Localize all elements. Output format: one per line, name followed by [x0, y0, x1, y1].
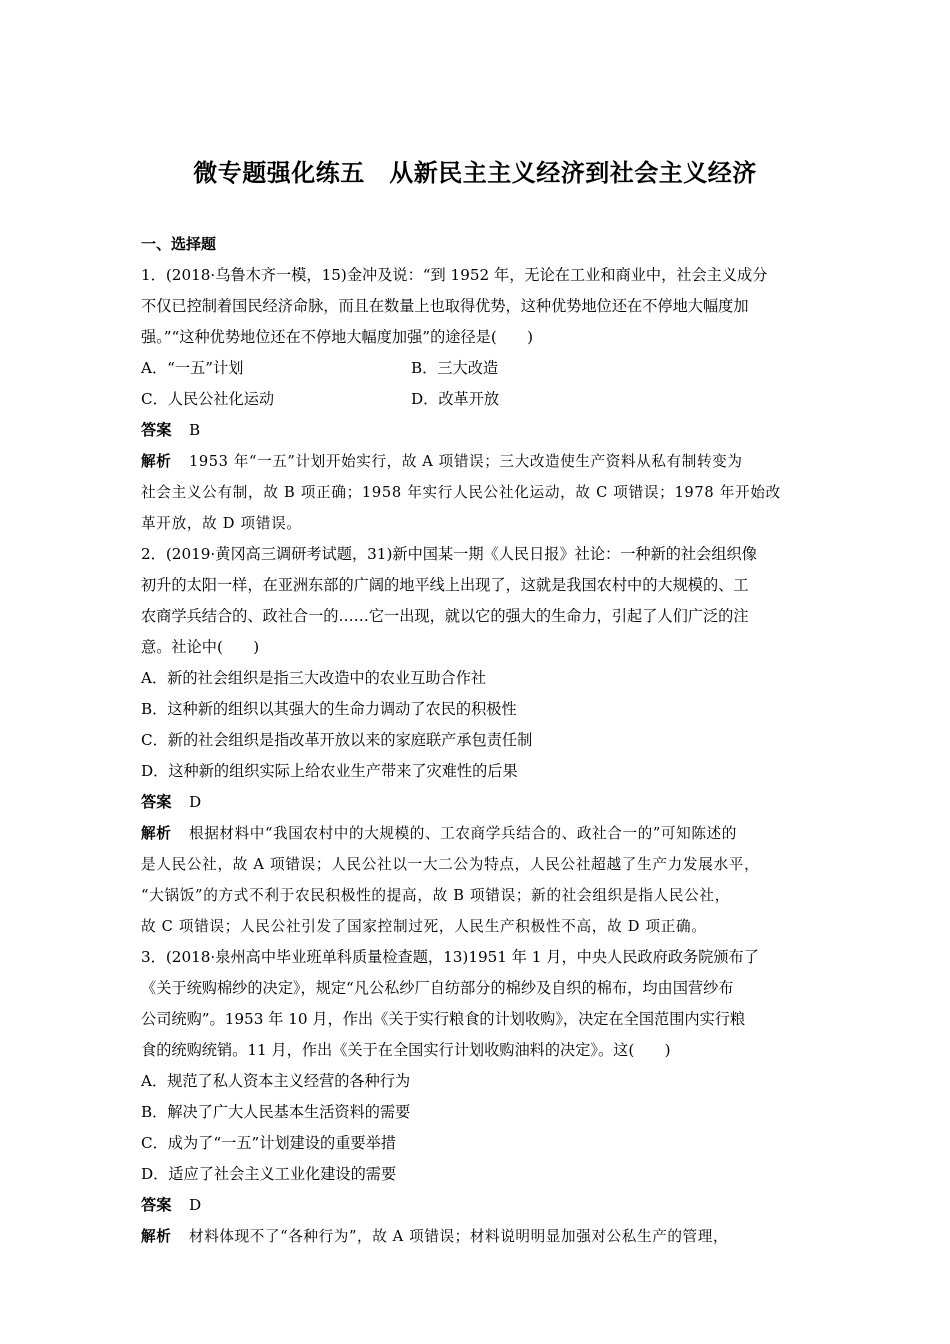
analysis-line: 革开放，故 D 项错误。: [141, 515, 302, 532]
answer-value: B: [189, 421, 201, 439]
option-c: C．成为了“一五”计划建设的重要举措: [141, 1134, 396, 1152]
option-row: [141, 353, 815, 384]
analysis-line: [141, 1221, 815, 1252]
analysis-line: 故 C 项错误；人民公社引发了国家控制过死，人民生产积极性不高，故 D 项正确。: [141, 918, 707, 935]
question-stem-line: 2．(2019·黄冈高三调研考试题，31)新中国某一期《人民日报》社论：一种新的社会组织像: [141, 545, 757, 563]
option-a: A．规范了私人资本主义经营的各种行为: [141, 1072, 411, 1090]
analysis-label: 解析: [141, 1228, 172, 1245]
page-title: 微专题强化练五 从新民主主义经济到社会主义经济: [193, 159, 757, 187]
option-a: A．“一五”计划: [141, 359, 244, 377]
question-1: [141, 260, 815, 539]
option-b: B．解决了广大人民基本生活资料的需要: [141, 1103, 411, 1121]
answer-line: [141, 415, 815, 446]
option-d: D．改革开放: [411, 390, 500, 408]
question-stem-line: 强。”“这种优势地位还在不停地大幅度加强”的途径是( ): [141, 328, 534, 346]
question-2: [141, 539, 815, 942]
question-stem-line: 3．(2018·泉州高中毕业班单科质量检查题，13)1951 年 1 月，中央人民政府政务院颁布了: [141, 948, 759, 966]
question-stem-line: 初升的太阳一样，在亚洲东部的广阔的地平线上出现了，这就是我国农村中的大规模的、工: [141, 576, 749, 594]
analysis-text: 根据材料中“我国农村中的大规模的、工农商学兵结合的、政社合一的”可知陈述的: [189, 825, 737, 842]
answer-label: 答案: [141, 1196, 172, 1214]
answer-value: D: [189, 1196, 202, 1214]
question-stem-line: 公司统购”。1953 年 10 月，作出《关于实行粮食的计划收购》，决定在全国范围内实行粮: [141, 1010, 746, 1028]
analysis-line: [141, 446, 815, 477]
question-stem-line: 食的统购统销。11 月，作出《关于在全国实行计划收购油料的决定》。这( ): [141, 1041, 671, 1059]
analysis-block: [141, 1221, 815, 1252]
analysis-line: “大锅饭”的方式不利于农民积极性的提高，故 B 项错误；新的社会组织是指人民公社，: [141, 887, 731, 904]
option-c: C．人民公社化运动: [141, 390, 275, 408]
option-c: C．新的社会组织是指改革开放以来的家庭联产承包责任制: [141, 731, 533, 749]
analysis-text: 1953 年“一五”计划开始实行，故 A 项错误；三大改造使生产资料从私有制转变为: [189, 453, 743, 470]
answer-label: 答案: [141, 793, 172, 811]
section-heading: 一、选择题: [141, 235, 217, 253]
option-a: A．新的社会组织是指三大改造中的农业互助合作社: [141, 669, 487, 687]
option-d: D．适应了社会主义工业化建设的需要: [141, 1165, 397, 1183]
question-3: [141, 942, 815, 1252]
analysis-block: [141, 818, 815, 942]
question-stem-line: 农商学兵结合的、政社合一的……它一出现，就以它的强大的生命力，引起了人们广泛的注: [141, 607, 749, 625]
answer-line: [141, 1190, 815, 1221]
option-d: D．这种新的组织实际上给农业生产带来了灾难性的后果: [141, 762, 518, 780]
option-b: B．这种新的组织以其强大的生命力调动了农民的积极性: [141, 700, 517, 718]
option-b: B．三大改造: [411, 359, 499, 377]
analysis-line: 社会主义公有制，故 B 项正确；1958 年实行人民公社化运动，故 C 项错误；1978 年开始改: [141, 484, 781, 501]
analysis-block: [141, 446, 815, 539]
question-stem-line: 《关于统购棉纱的决定》，规定“凡公私纱厂自纺部分的棉纱及自织的棉布，均由国营纱布: [141, 979, 734, 997]
answer-label: 答案: [141, 421, 172, 439]
option-row: [141, 384, 815, 415]
analysis-line: 是人民公社，故 A 项错误；人民公社以一大二公为特点，人民公社超越了生产力发展水平，: [141, 856, 760, 873]
answer-value: D: [189, 793, 202, 811]
analysis-text: 材料体现不了“各种行为”，故 A 项错误；材料说明明显加强对公私生产的管理，: [189, 1228, 729, 1245]
question-stem-line: 不仅已控制着国民经济命脉，而且在数量上也取得优势，这种优势地位还在不停地大幅度加: [141, 297, 749, 315]
question-stem-line: 1．(2018·乌鲁木齐一模，15)金冲及说：“到 1952 年，无论在工业和商业中，社会主义成分: [141, 266, 768, 284]
analysis-line: [141, 818, 815, 849]
analysis-label: 解析: [141, 453, 172, 470]
question-stem-line: 意。社论中( ): [141, 638, 260, 656]
analysis-label: 解析: [141, 825, 172, 842]
document-body: [141, 229, 815, 1252]
answer-line: [141, 787, 815, 818]
